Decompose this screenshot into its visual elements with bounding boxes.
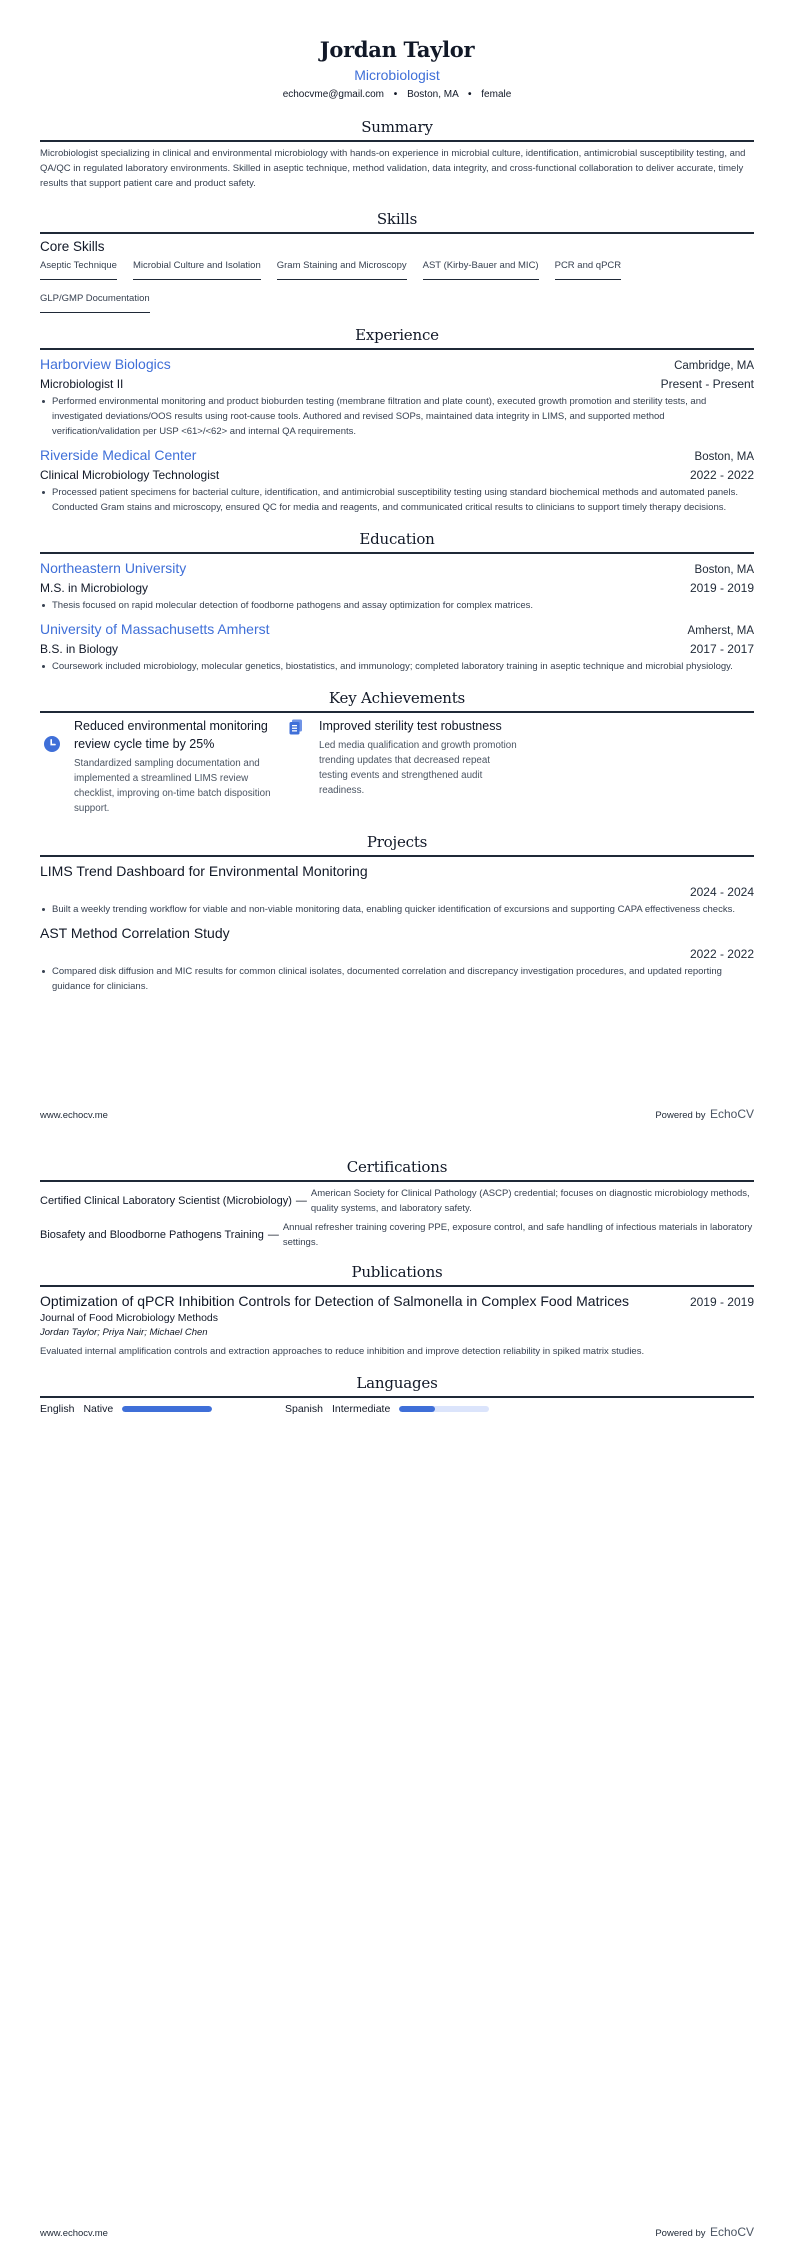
bullet-item: Built a weekly trending workflow for viable and non-viable monitoring data, enabling quicker identification of excursions and supporting CAPA effectiveness checks. xyxy=(40,902,754,917)
job-bullets xyxy=(40,485,754,515)
section-heading: Publications xyxy=(351,1263,443,1281)
brand-logo[interactable]: EchoCV xyxy=(709,1107,754,1121)
project-title: LIMS Trend Dashboard for Environmental Monitoring xyxy=(40,863,368,879)
employer-name: Harborview Biologics xyxy=(40,356,171,372)
achievement-item xyxy=(40,717,285,816)
publication-item xyxy=(40,1291,754,1359)
section-heading: Summary xyxy=(361,118,433,136)
achievement-title: Reduced environmental monitoring review cycle time by 25% xyxy=(74,719,268,751)
skill-chip: AST (Kirby-Bauer and MIC) xyxy=(423,259,539,280)
project-entry xyxy=(40,861,754,917)
summary-text: Microbiologist specializing in clinical and environmental microbiology with hands-on experience in microbial culture, identification, antimicrobial susceptibility testing, and QA/QC in regulated laboratory environments. Skilled in aseptic technique, method validation, data integrity, and cross-functional collaboration to deliver accurate, timely results that support patient care and product safety. xyxy=(40,148,746,189)
section-divider xyxy=(40,140,754,142)
resume-header xyxy=(40,0,754,103)
project-dates: 2022 - 2022 xyxy=(689,947,754,961)
skill-chip: PCR and qPCR xyxy=(555,259,622,280)
certification-item xyxy=(40,1220,754,1250)
dash-separator: — xyxy=(267,1229,279,1241)
certifications-section xyxy=(40,1157,754,1250)
proficiency-fill xyxy=(399,1406,435,1412)
summary-section xyxy=(40,117,754,191)
proficiency-bar xyxy=(122,1406,212,1412)
section-heading: Projects xyxy=(366,833,428,851)
job-dates: 2022 - 2022 xyxy=(689,468,754,482)
section-divider xyxy=(40,1285,754,1287)
section-heading: Languages xyxy=(356,1374,438,1392)
resume-page-2 xyxy=(0,1157,794,1415)
footer-url[interactable]: www.echocv.me xyxy=(40,2228,108,2239)
footer-url[interactable]: www.echocv.me xyxy=(40,1110,108,1121)
section-divider xyxy=(40,1396,754,1398)
skill-chip: Gram Staining and Microscopy xyxy=(277,259,407,280)
degree: B.S. in Biology xyxy=(40,642,119,656)
contact-gender: female xyxy=(481,89,512,100)
job-bullets xyxy=(40,394,754,439)
candidate-title: Microbiologist xyxy=(354,67,440,83)
achievement-description: Standardized sampling documentation and implemented a streamlined LIMS review checklist, improving on-time batch disposition support. xyxy=(74,758,271,814)
certification-name: Certified Clinical Laboratory Scientist (Microbiology) xyxy=(40,1195,292,1207)
dash-separator: — xyxy=(295,1195,307,1207)
separator-dot: • xyxy=(467,89,472,100)
employer-name: Riverside Medical Center xyxy=(40,447,197,463)
projects-section xyxy=(40,832,754,994)
achievement-title: Improved sterility test robustness xyxy=(319,719,502,733)
employer-location: Cambridge, MA xyxy=(674,360,754,372)
language-level: Native xyxy=(83,1403,114,1415)
employer-location: Boston, MA xyxy=(694,451,754,463)
bullet-item: Performed environmental monitoring and product bioburden testing (membrane filtration and plate count), executed growth promotion and sterility tests, and investigated deviations/OOS results using root-cause tools. Authored and revised SOPs, maintained data integrity in LIMS, and supported method verification/validation per USP <61>/<62> and internal QA requirements. xyxy=(40,394,754,439)
contact-line xyxy=(40,87,754,103)
powered-by-label: Powered by xyxy=(655,2228,706,2239)
education-section xyxy=(40,529,754,674)
section-heading: Education xyxy=(359,530,435,548)
separator-dot: • xyxy=(393,89,398,100)
section-divider xyxy=(40,552,754,554)
skills-list xyxy=(40,259,754,325)
proficiency-fill xyxy=(122,1406,212,1412)
school-name: Northeastern University xyxy=(40,560,187,576)
section-heading: Skills xyxy=(376,210,418,228)
project-entry xyxy=(40,923,754,994)
section-heading: Certifications xyxy=(346,1158,448,1176)
section-divider xyxy=(40,855,754,857)
clock-icon xyxy=(44,736,60,752)
section-divider xyxy=(40,348,754,350)
certification-name: Biosafety and Bloodborne Pathogens Training xyxy=(40,1229,264,1241)
publication-description: Evaluated internal amplification controls and extraction approaches to reduce inhibition and improve detection reliability in spiked matrix studies. xyxy=(40,1346,645,1357)
education-bullets xyxy=(40,659,754,674)
education-entry xyxy=(40,558,754,613)
proficiency-bar xyxy=(399,1406,489,1412)
achievements-section xyxy=(40,688,754,816)
section-divider xyxy=(40,232,754,234)
certification-description: American Society for Clinical Pathology (ASCP) credential; focuses on diagnostic microbiology methods, quality systems, and laboratory safety. xyxy=(310,1188,750,1214)
job-title: Clinical Microbiology Technologist xyxy=(40,468,220,482)
language-name: English xyxy=(40,1403,75,1415)
skills-group-title: Core Skills xyxy=(40,239,105,254)
skill-chip: Aseptic Technique xyxy=(40,259,117,280)
section-heading: Experience xyxy=(355,326,439,344)
skill-chip: Microbial Culture and Isolation xyxy=(133,259,261,280)
publication-authors: Jordan Taylor; Priya Nair; Michael Chen xyxy=(40,1327,208,1338)
publication-title: Optimization of qPCR Inhibition Controls for Detection of Salmonella in Complex Food Matrices xyxy=(40,1293,630,1309)
skill-chip: GLP/GMP Documentation xyxy=(40,292,150,313)
job-title: Microbiologist II xyxy=(40,377,124,391)
project-title: AST Method Correlation Study xyxy=(40,925,230,941)
language-item xyxy=(40,1403,285,1415)
languages-section xyxy=(40,1373,754,1415)
education-bullets xyxy=(40,598,754,613)
contact-email[interactable]: echocvme@gmail.com xyxy=(282,89,384,100)
page-footer xyxy=(0,2223,794,2241)
education-entry xyxy=(40,619,754,674)
resume-page xyxy=(0,0,794,1000)
bullet-item: Coursework included microbiology, molecular genetics, biostatistics, and immunology; completed laboratory training in aseptic technique and microbial physiology. xyxy=(40,659,754,674)
publication-dates: 2019 - 2019 xyxy=(689,1295,754,1309)
publication-journal: Journal of Food Microbiology Methods xyxy=(40,1312,219,1324)
school-location: Amherst, MA xyxy=(687,625,754,637)
brand-logo[interactable]: EchoCV xyxy=(709,2225,754,2239)
education-dates: 2019 - 2019 xyxy=(689,581,754,595)
project-dates: 2024 - 2024 xyxy=(689,885,754,899)
section-heading: Key Achievements xyxy=(328,689,466,707)
achievement-item xyxy=(285,717,530,816)
language-level: Intermediate xyxy=(331,1403,391,1415)
bullet-item: Processed patient specimens for bacterial culture, identification, and antimicrobial susceptibility testing using standard biochemical methods and automated panels. Conducted Gram stains and microscopy, ensured QC for media and reagents, and communicated critical results to clinicians to support timely therapy decisions. xyxy=(40,485,754,515)
project-bullets xyxy=(40,902,754,917)
experience-entry xyxy=(40,445,754,515)
school-name: University of Massachusetts Amherst xyxy=(40,621,270,637)
skills-section xyxy=(40,209,754,325)
candidate-name: Jordan Taylor xyxy=(319,37,475,62)
language-item xyxy=(285,1403,530,1415)
degree: M.S. in Microbiology xyxy=(40,581,149,595)
page-footer xyxy=(0,1105,794,1123)
bullet-item: Thesis focused on rapid molecular detection of foodborne pathogens and assay optimization for complex matrices. xyxy=(40,598,754,613)
contact-location: Boston, MA xyxy=(407,89,459,100)
experience-entry xyxy=(40,354,754,439)
job-dates: Present - Present xyxy=(660,377,754,391)
education-dates: 2017 - 2017 xyxy=(689,642,754,656)
language-name: Spanish xyxy=(285,1403,323,1415)
certification-description: Annual refresher training covering PPE, exposure control, and safe handling of infectious materials in laboratory settings. xyxy=(282,1222,753,1248)
certification-item xyxy=(40,1186,754,1216)
school-location: Boston, MA xyxy=(694,564,754,576)
achievement-description: Led media qualification and growth promotion trending updates that decreased repeat testing events and strengthened audit readiness. xyxy=(319,740,517,796)
powered-by-label: Powered by xyxy=(655,1110,706,1121)
bullet-item: Compared disk diffusion and MIC results for common clinical isolates, documented correlation and discrepancy investigation procedures, and updated reporting guidance for clinicians. xyxy=(40,964,754,994)
project-bullets xyxy=(40,964,754,994)
clipboard-icon xyxy=(289,719,303,735)
publications-section xyxy=(40,1262,754,1359)
section-divider xyxy=(40,711,754,713)
experience-section xyxy=(40,325,754,515)
section-divider xyxy=(40,1180,754,1182)
